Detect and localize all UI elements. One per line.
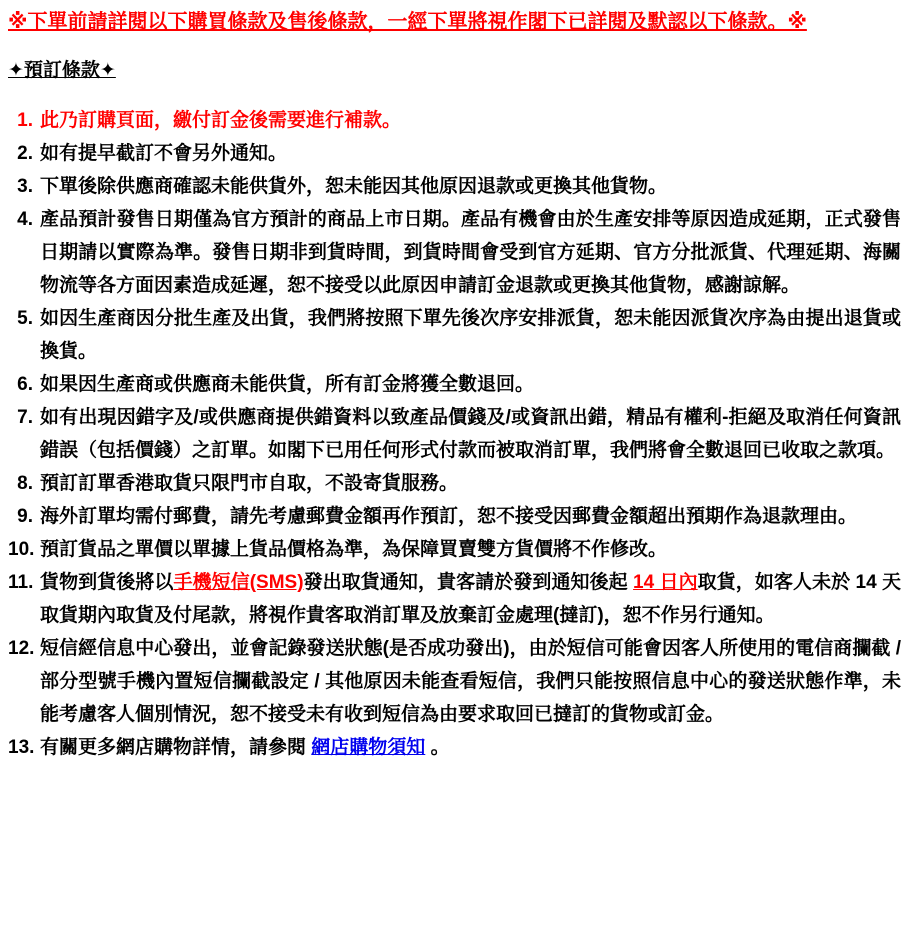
term-segment: 下單後除供應商確認未能供貨外，恕未能因其他原因退款或更換其他貨物。 (40, 176, 668, 197)
term-segment: 如因生產商因分批生產及出貨，我們將按照下單先後次序安排派貨，恕未能因派貨次序為由提出退貨或換貨。 (40, 308, 901, 362)
term-segment: 此乃訂購頁面，繳付訂金後需要進行補款。 (40, 110, 402, 131)
term-number: 9. (17, 506, 33, 527)
term-number: 7. (17, 407, 33, 428)
term-segment: 短信經信息中心發出，並會記錄發送狀態(是否成功發出)，由於短信可能會因客人所使用的電信商攔截 / 部分型號手機內置短信攔截設定 / 其他原因未能查看短信，我們只能按照信息中心的發送狀態作準，未能考慮客人個別情況，恕不接受未有收到短信為由要求取回已撻訂的貨物或訂金。 (40, 638, 901, 725)
term-segment: 手機短信(SMS) (173, 572, 304, 593)
term-item (8, 467, 901, 500)
term-item (8, 137, 901, 170)
term-segment: 有關更多網店購物詳情，請參閱 (40, 737, 312, 758)
term-segment: 產品預計發售日期僅為官方預計的商品上市日期。產品有機會由於生產安排等原因造成延期，正式發售日期請以實際為準。發售日期非到貨時間，到貨時間會受到官方延期、官方分批派貨、代理延期、海關物流等各方面因素造成延遲，恕不接受以此原因申請訂金退款或更換其他貨物，感謝諒解。 (40, 209, 901, 296)
term-segment: 如果因生產商或供應商未能供貨，所有訂金將獲全數退回。 (40, 374, 535, 395)
term-text (40, 104, 901, 137)
term-text (40, 467, 901, 500)
term-item (8, 203, 901, 302)
term-text (40, 302, 901, 368)
term-segment: 貨物到貨後將以 (40, 572, 174, 593)
term-item (8, 302, 901, 368)
term-number: 13. (8, 737, 35, 758)
term-number: 11. (8, 572, 34, 593)
term-segment: 預訂訂單香港取貨只限門市自取，不設寄貨服務。 (40, 473, 459, 494)
term-segment: 預訂貨品之單價以單據上貨品價格為準，為保障買賣雙方貨價將不作修改。 (40, 539, 668, 560)
term-segment: 14 日內 (633, 572, 698, 593)
term-segment: 取貨，如客人未於 14 天取貨期內取貨及付尾款，將視作貴客取消訂單及放棄訂金處理(撻訂)，恕不作另行通知。 (40, 572, 901, 626)
term-number: 12. (8, 638, 35, 659)
term-item (8, 632, 901, 731)
term-item (8, 368, 901, 401)
term-text (40, 731, 901, 764)
term-text (40, 203, 901, 302)
term-number: 5. (17, 308, 33, 329)
terms-list (8, 104, 901, 764)
term-text (40, 137, 901, 170)
term-item (8, 500, 901, 533)
term-text (40, 500, 901, 533)
term-segment: 如有出現因錯字及/或供應商提供錯資料以致產品價錢及/或資訊出錯，精品有權利-拒絕及取消任何資訊錯誤（包括價錢）之訂單。如閣下已用任何形式付款而被取消訂單，我們將會全數退回已收取之款項。 (40, 407, 901, 461)
term-item (8, 401, 901, 467)
term-item (8, 566, 901, 632)
term-text (40, 170, 901, 203)
term-item (8, 533, 901, 566)
term-segment: 海外訂單均需付郵費，請先考慮郵費金額再作預訂，恕不接受因郵費金額超出預期作為退款理由。 (40, 506, 858, 527)
term-number: 6. (17, 374, 33, 395)
term-text (40, 632, 901, 731)
section-title-preorder-terms: ✦預訂條款✦ (8, 60, 116, 81)
term-segment: 。 (425, 737, 450, 758)
term-text (40, 401, 901, 467)
term-number: 1. (17, 110, 33, 131)
term-item (8, 170, 901, 203)
term-number: 3. (17, 176, 33, 197)
term-item (8, 104, 901, 137)
term-text (40, 566, 901, 632)
term-segment: 發出取貨通知，貴客請於發到通知後起 (303, 572, 634, 593)
term-number: 10. (8, 539, 35, 560)
term-number: 8. (17, 473, 33, 494)
term-number: 2. (17, 143, 33, 164)
term-item (8, 731, 901, 764)
shop-guide-link[interactable]: 網店購物須知 (311, 737, 426, 758)
term-number: 4. (17, 209, 33, 230)
purchase-notice-header: ※下單前請詳閱以下購買條款及售後條款，一經下單將視作閣下已詳閱及默認以下條款。※ (8, 11, 807, 33)
term-text (40, 533, 901, 566)
term-text (40, 368, 901, 401)
term-segment: 如有提早截訂不會另外通知。 (40, 143, 288, 164)
